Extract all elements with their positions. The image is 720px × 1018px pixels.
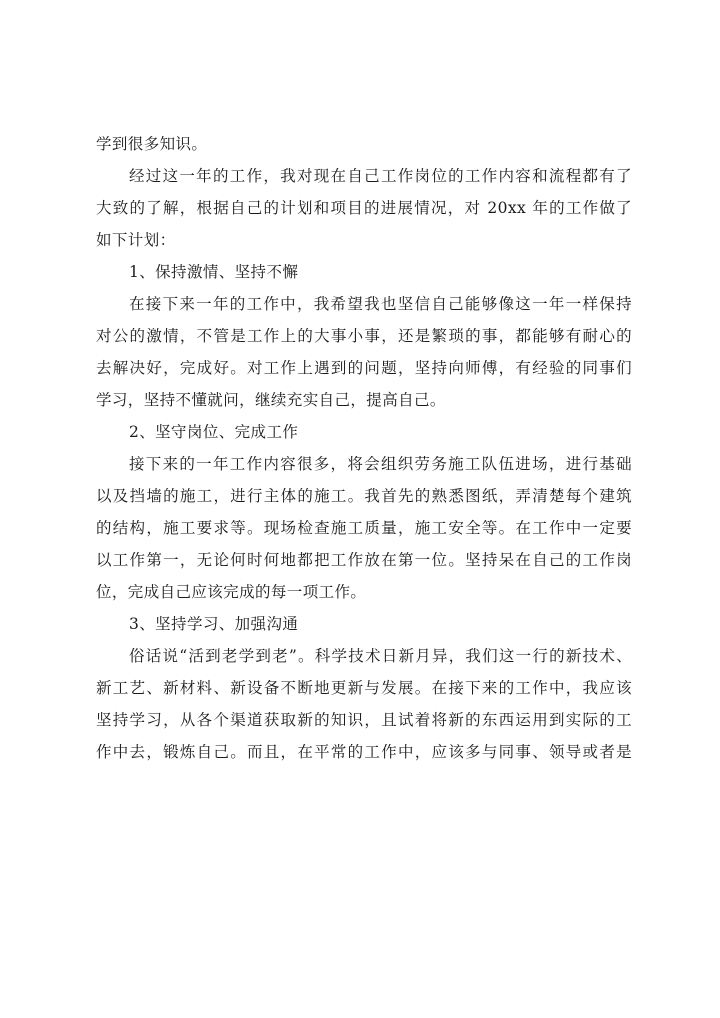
text-line: 以工作第一，无论何时何地都把工作放在第一位。坚持呆在自己的工作岗	[96, 551, 632, 569]
text-line: 大致的了解，根据自己的计划和项目的进展情况，对 20xx 年的工作做了	[96, 199, 632, 217]
text-line: 对公的激情，不管是工作上的大事小事，还是繁琐的事，都能够有耐心的	[96, 327, 632, 345]
text-line: 如下计划：	[96, 231, 176, 249]
text-line: 位，完成自己应该完成的每一项工作。	[96, 583, 367, 601]
text-line: 的结构，施工要求等。现场检查施工质量，施工安全等。在工作中一定要	[96, 519, 632, 537]
paragraph-first-line: 在接下来一年的工作中，我希望我也坚信自己能够像这一年一样保持	[129, 295, 632, 313]
text-line: 去解决好，完成好。对工作上遇到的问题，坚持向师傅，有经验的同事们	[96, 359, 632, 377]
paragraph-first-line: 俗话说“活到老学到老”。科学技术日新月异，我们这一行的新技术、	[129, 647, 632, 665]
document-body	[96, 128, 632, 768]
paragraph-first-line: 经过这一年的工作，我对现在自己工作岗位的工作内容和流程都有了	[129, 167, 632, 185]
text-line: 学习，坚持不懂就问，继续充实自己，提高自己。	[96, 391, 446, 409]
text-line: 学到很多知识。	[96, 135, 208, 153]
section-heading-3: 3、坚持学习、加强沟通	[129, 615, 299, 633]
paragraph-first-line: 接下来的一年工作内容很多，将会组织劳务施工队伍进场，进行基础	[129, 455, 632, 473]
section-heading-1: 1、保持激情、坚持不懈	[129, 263, 299, 281]
text-line: 以及挡墙的施工，进行主体的施工。我首先的熟悉图纸，弄清楚每个建筑	[96, 487, 632, 505]
section-heading-2: 2、坚守岗位、完成工作	[129, 423, 299, 441]
text-line: 作中去，锻炼自己。而且，在平常的工作中，应该多与同事、领导或者是	[96, 743, 632, 761]
text-line: 坚持学习，从各个渠道获取新的知识，且试着将新的东西运用到实际的工	[96, 711, 632, 729]
text-line: 新工艺、新材料、新设备不断地更新与发展。在接下来的工作中，我应该	[96, 679, 632, 697]
